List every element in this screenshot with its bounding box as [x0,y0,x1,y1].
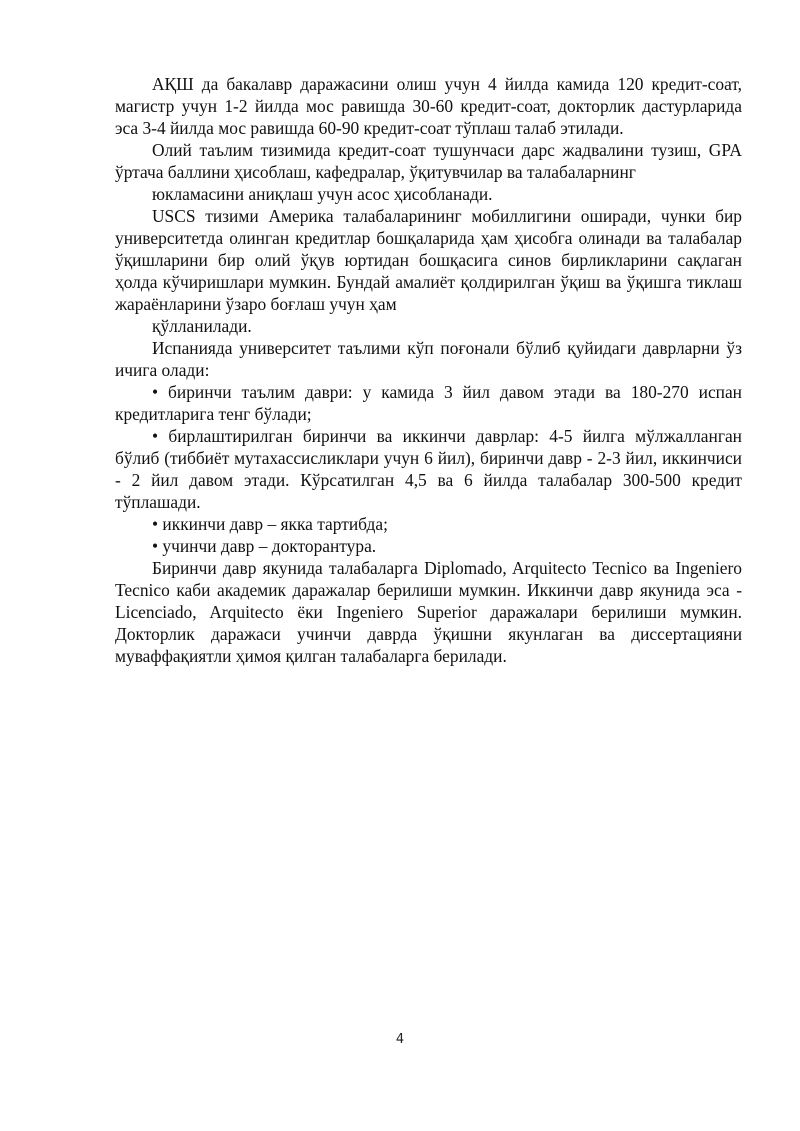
paragraph-uscs-mobility-continuation: қўлланилади. [152,316,252,336]
page-body [115,73,742,667]
paragraph-credit-hour-concept: Олий таълим тизимида кредит-соат тушунчаси дарс жадвалини тузиш, GPA ўртача баллини ҳисоблаш, кафедралар, ўқитувчилар ва талабаларнинг [115,140,742,182]
paragraph-credit-hour-concept-continuation: юкламасини аниқлаш учун асос ҳисобланади. [152,184,493,204]
list-item-combined-cycles: • бирлаштирилган биринчи ва иккинчи даврлар: 4-5 йилга мўлжалланган бўлиб (тиббиёт мутахассисликлари учун 6 йил), биринчи давр - 2-3 йил, иккинчиси - 2 йил давом этади. Кўрсатилган 4,5 ва 6 йилда талабалар 300-500 кредит тўплашади. [115,426,742,512]
paragraph-uscs-mobility: USCS тизими Америка талабаларининг мобиллигини оширади, чунки бир университетда олинган кредитлар бошқаларида ҳам ҳисобга олинади ва талабалар ўқишларини бир олий ўқув юртидан бошқасига синов бирликларини сақлаган ҳолда кўчиришлари мумкин. Бундай амалиёт қолдирилган ўқиш ва ўқишга тиклаш жараёнларини ўзаро боғлаш учун ҳам [115,206,742,314]
list-item-first-cycle: • биринчи таълим даври: у камида 3 йил давом этади ва 180-270 испан кредитларига тенг бўлади; [115,382,742,424]
paragraph-usa-credits: АҚШ да бакалавр даражасини олиш учун 4 йилда камида 120 кредит-соат, магистр учун 1-2 йилда мос равишда 30-60 кредит-соат, докторлик дастурларида эса 3-4 йилда мос равишда 60-90 кредит-соат тўплаш талаб этилади. [115,74,742,138]
page-number: 4 [395,1032,405,1047]
list-item-second-cycle: • иккинчи давр – якка тартибда; [152,514,388,534]
list-item-third-cycle: • учинчи давр – докторантура. [152,536,377,556]
paragraph-spain-degrees: Биринчи давр якунида талабаларга Diplomado, Arquitecto Tecnico ва Ingeniero Tecnico каби академик даражалар берилиши мумкин. Иккинчи давр якунида эса - Licenciado, Arquitecto ёки Ingeniero Superior даражалари берилиши мумкин. Докторлик даражаси учинчи даврда ўқишни якунлаган ва диссертацияни муваффақиятли ҳимоя қилган талабаларга берилади. [115,558,742,666]
paragraph-spain-intro: Испанияда университет таълими кўп поғонали бўлиб қуйидаги даврларни ўз ичига олади: [115,338,742,380]
